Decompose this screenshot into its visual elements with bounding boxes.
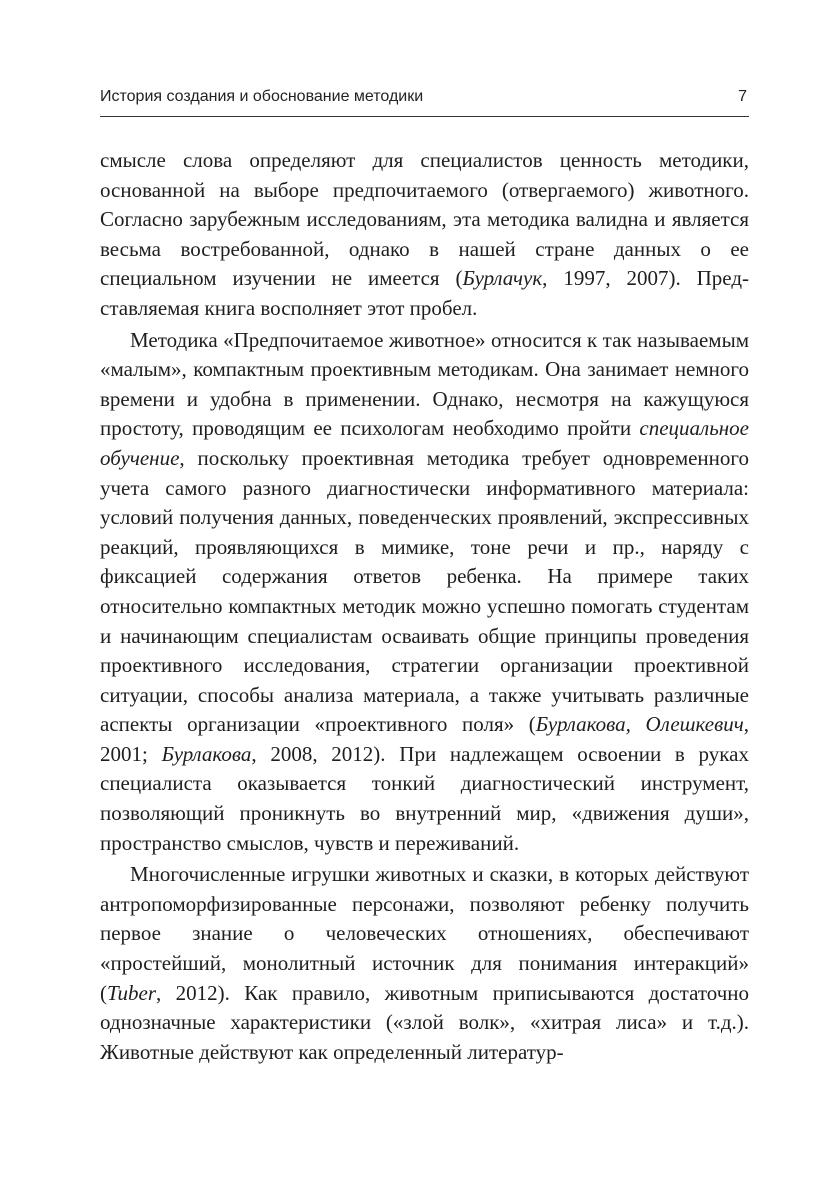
citation-author: Tuber	[107, 980, 157, 1005]
citation-author: Бурлакова, Олешкевич	[535, 712, 744, 737]
citation-author: Бурлакова	[161, 741, 252, 766]
paragraph-1	[100, 146, 749, 324]
paragraph-3	[100, 860, 749, 1067]
chapter-title: История создания и обоснование методики	[100, 88, 424, 105]
page-number: 7	[738, 88, 747, 105]
text-span: Многочисленные игрушки животных и сказки, в которых действуют антропоморфизированные персонажи, позволяют ребенку получить первое знание о человеческих отношениях, обеспечивают «простейший, монолитный источник для понимания интеракций» (	[100, 862, 749, 1005]
text-span: , 2001;	[100, 712, 749, 766]
text-span: , поскольку проективная методика требует одновременного учета самого разного диагностически информативного материала: условий получения данных, поведенческих проявлений, экспрессивных реакций, проявляющихся в мимике, тоне речи и пр., наряду с фиксацией содержания ответов ребенка. На примере таких относительно компактных методик можно успешно помогать студентам и начинающим специалистам осваивать общие принципы проведения проективного исследования, стратегии организации проективной ситуации, способы анализа материала, а также учитывать различные аспекты организации «проективного поля» (	[100, 445, 749, 737]
text-span: смысле слова определяют для специалистов ценность методики, основанной на выборе предпочитаемого (отвергаемого) животного. Согласно зарубежным исследованиям, эта методика валидна и является весьма востребованной, однако в нашей стране данных о ее специальном изучении не имеется (	[100, 148, 749, 291]
text-span: Методика «Предпочитаемое животное» относится к так называемым «малым», компактным проективным методикам. Она занимает немного времени и удобна в применении. Однако, несмотря на кажущуюся простоту, проводящим ее психологам необходимо пройти	[100, 327, 749, 441]
running-header	[100, 88, 749, 112]
emphasis-term: специальное обучение	[100, 416, 749, 470]
text-span: , 2008, 2012). При надлежащем освоении в руках специалиста оказывается тонкий диагностический инструмент, позволяющий проникнуть во внутренний мир, «движения души», пространство смыслов, чувств и переживаний.	[100, 741, 749, 855]
text-span: , 1997, 2007). Представляемая книга восполняет этот пробел.	[100, 266, 750, 320]
paragraph-2	[100, 326, 749, 859]
header-rule	[100, 116, 749, 117]
text-span: , 2012). Как правило, животным приписываются достаточно однозначные характеристики («злой волк», «хитрая лиса» и т.д.). Животные действуют как определенный литератур-	[100, 980, 749, 1064]
body-text	[100, 146, 749, 1067]
citation-author: Бурлачук	[462, 266, 543, 291]
